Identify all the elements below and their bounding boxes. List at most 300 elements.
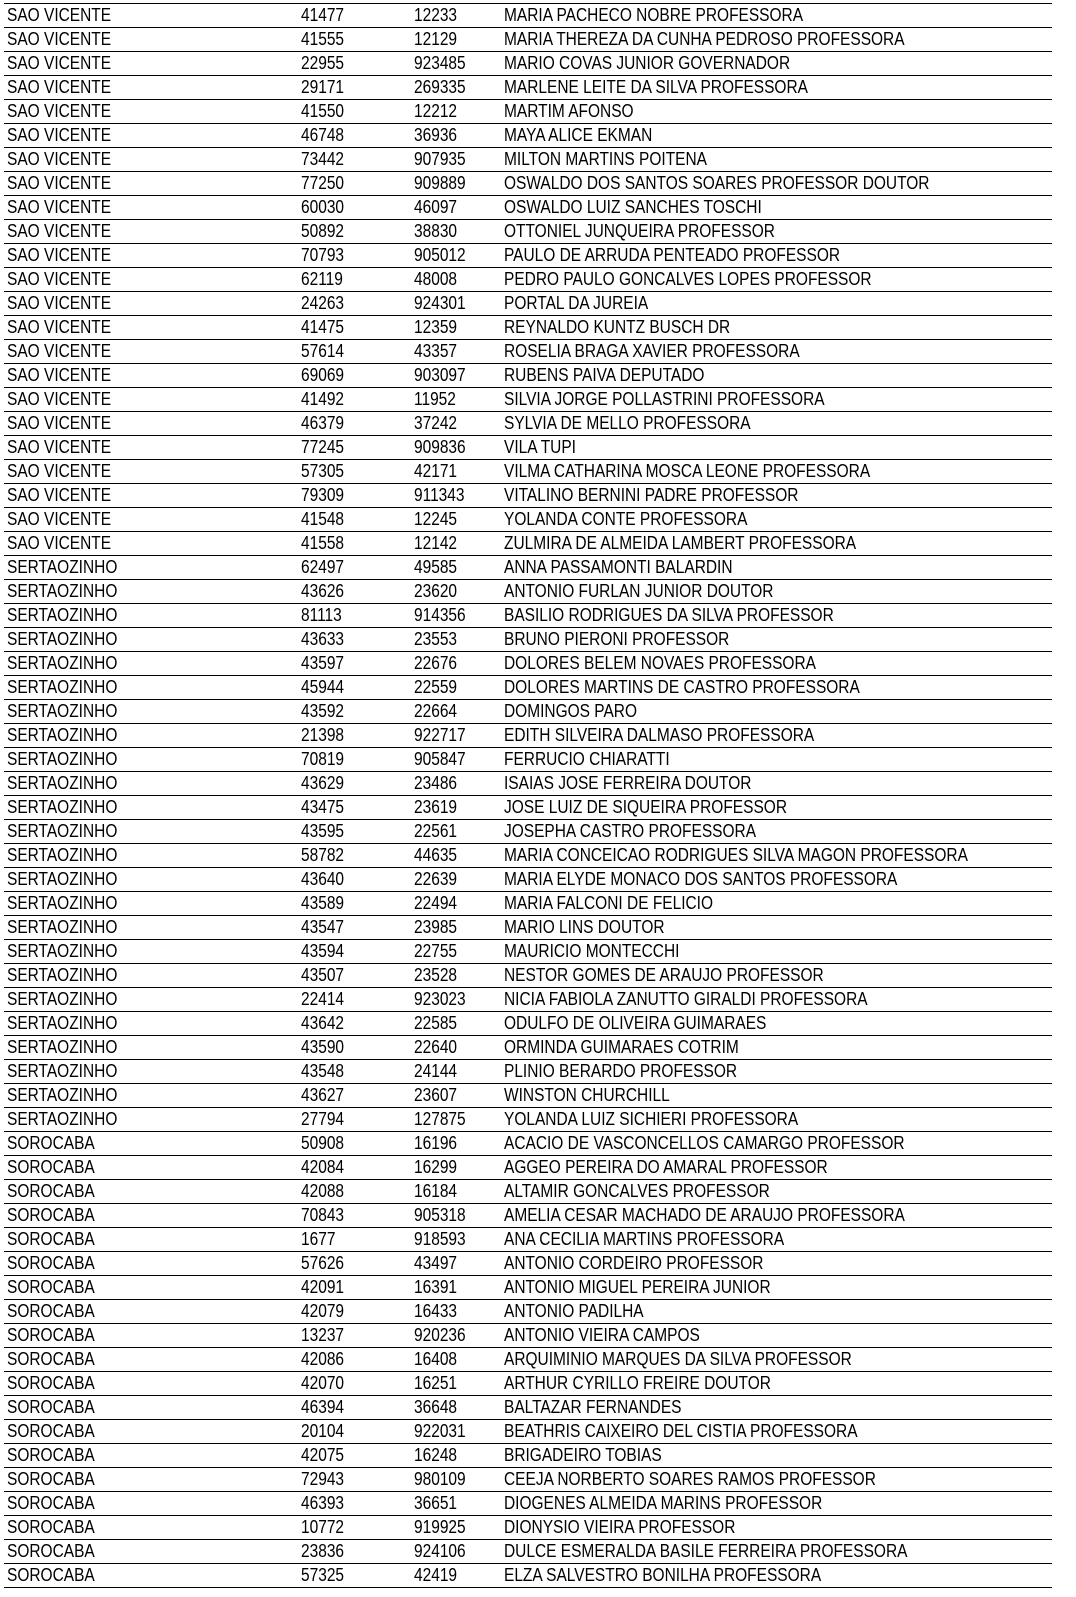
- cie-code-cell-text: 16196: [414, 1133, 458, 1153]
- school-name-cell-text: ANA CECILIA MARTINS PROFESSORA: [504, 1229, 785, 1249]
- municipality-cell-text: SAO VICENTE: [7, 197, 112, 217]
- municipality-cell: [4, 700, 298, 724]
- municipality-cell: [4, 1252, 298, 1276]
- school-name-cell-text: VITALINO BERNINI PADRE PROFESSOR: [504, 485, 799, 505]
- municipality-cell-text: SAO VICENTE: [7, 269, 112, 289]
- cie-code-cell: [411, 460, 501, 484]
- school-code-cell: [298, 196, 411, 220]
- cie-code-cell-text: 12129: [414, 29, 458, 49]
- table-row: [4, 340, 1052, 364]
- municipality-cell: [4, 772, 298, 796]
- school-code-cell-text: 46379: [301, 413, 345, 433]
- school-code-cell-text: 42088: [301, 1181, 345, 1201]
- municipality-cell-text: SERTAOZINHO: [7, 557, 118, 577]
- school-name-cell-text: NICIA FABIOLA ZANUTTO GIRALDI PROFESSORA: [504, 989, 868, 1009]
- cie-code-cell-text: 22664: [414, 701, 458, 721]
- school-name-cell-text: SYLVIA DE MELLO PROFESSORA: [504, 413, 751, 433]
- table-row: [4, 172, 1052, 196]
- table-row: [4, 796, 1052, 820]
- school-code-cell: [298, 364, 411, 388]
- cie-code-cell-text: 920236: [414, 1325, 466, 1345]
- school-code-cell: [298, 220, 411, 244]
- municipality-cell: [4, 1324, 298, 1348]
- table-row: [4, 1012, 1052, 1036]
- school-code-cell: [298, 1108, 411, 1132]
- table-row: [4, 28, 1052, 52]
- municipality-cell: [4, 196, 298, 220]
- municipality-cell: [4, 1396, 298, 1420]
- cie-code-cell-text: 16408: [414, 1349, 458, 1369]
- school-name-cell-text: ANNA PASSAMONTI BALARDIN: [504, 557, 733, 577]
- cie-code-cell: [411, 1492, 501, 1516]
- table-row: [4, 1300, 1052, 1324]
- school-code-cell: [298, 652, 411, 676]
- cie-code-cell-text: 22561: [414, 821, 458, 841]
- cie-code-cell: [411, 1060, 501, 1084]
- school-code-cell-text: 79309: [301, 485, 345, 505]
- school-code-cell: [298, 460, 411, 484]
- cie-code-cell: [411, 4, 501, 28]
- school-name-cell-text: DULCE ESMERALDA BASILE FERREIRA PROFESSORA: [504, 1541, 908, 1561]
- school-name-cell-text: ORMINDA GUIMARAES COTRIM: [504, 1037, 739, 1057]
- school-name-cell: [501, 1516, 1052, 1540]
- school-code-cell: [298, 1204, 411, 1228]
- municipality-cell: [4, 1348, 298, 1372]
- table-row: [4, 916, 1052, 940]
- school-name-cell-text: ARTHUR CYRILLO FREIRE DOUTOR: [504, 1373, 771, 1393]
- municipality-cell-text: SAO VICENTE: [7, 293, 112, 313]
- school-code-cell-text: 72943: [301, 1469, 345, 1489]
- cie-code-cell: [411, 292, 501, 316]
- school-code-cell-text: 42079: [301, 1301, 345, 1321]
- school-name-cell: [501, 364, 1052, 388]
- cie-code-cell-text: 12359: [414, 317, 458, 337]
- cie-code-cell-text: 12245: [414, 509, 458, 529]
- municipality-cell-text: SAO VICENTE: [7, 173, 112, 193]
- cie-code-cell-text: 23985: [414, 917, 458, 937]
- school-name-cell: [501, 4, 1052, 28]
- municipality-cell: [4, 508, 298, 532]
- school-name-cell: [501, 292, 1052, 316]
- school-name-cell-text: OTTONIEL JUNQUEIRA PROFESSOR: [504, 221, 775, 241]
- table-row: [4, 844, 1052, 868]
- cie-code-cell: [411, 1108, 501, 1132]
- school-name-cell-text: BRIGADEIRO TOBIAS: [504, 1445, 662, 1465]
- cie-code-cell: [411, 700, 501, 724]
- cie-code-cell-text: 16299: [414, 1157, 458, 1177]
- table-row: [4, 1228, 1052, 1252]
- municipality-cell: [4, 1036, 298, 1060]
- municipality-cell: [4, 460, 298, 484]
- municipality-cell: [4, 580, 298, 604]
- municipality-cell: [4, 1300, 298, 1324]
- table-row: [4, 1516, 1052, 1540]
- municipality-cell: [4, 892, 298, 916]
- table-row: [4, 868, 1052, 892]
- municipality-cell-text: SAO VICENTE: [7, 509, 112, 529]
- municipality-cell-text: SAO VICENTE: [7, 341, 112, 361]
- cie-code-cell-text: 36936: [414, 125, 458, 145]
- school-name-cell-text: EDITH SILVEIRA DALMASO PROFESSORA: [504, 725, 815, 745]
- cie-code-cell: [411, 28, 501, 52]
- school-code-cell-text: 43594: [301, 941, 345, 961]
- school-code-cell: [298, 244, 411, 268]
- school-code-cell: [298, 1156, 411, 1180]
- school-name-cell-text: MILTON MARTINS POITENA: [504, 149, 707, 169]
- table-row: [4, 460, 1052, 484]
- table-row: [4, 364, 1052, 388]
- cie-code-cell: [411, 1132, 501, 1156]
- municipality-cell-text: SAO VICENTE: [7, 413, 112, 433]
- municipality-cell-text: SAO VICENTE: [7, 221, 112, 241]
- cie-code-cell: [411, 1204, 501, 1228]
- municipality-cell: [4, 436, 298, 460]
- cie-code-cell: [411, 1372, 501, 1396]
- cie-code-cell: [411, 388, 501, 412]
- school-code-cell: [298, 124, 411, 148]
- school-name-cell-text: YOLANDA CONTE PROFESSORA: [504, 509, 748, 529]
- cie-code-cell: [411, 172, 501, 196]
- school-code-cell: [298, 340, 411, 364]
- school-code-cell-text: 10772: [301, 1517, 345, 1537]
- municipality-cell-text: SOROCABA: [7, 1517, 95, 1537]
- cie-code-cell-text: 22585: [414, 1013, 458, 1033]
- municipality-cell: [4, 532, 298, 556]
- school-name-cell-text: MARIA THEREZA DA CUNHA PEDROSO PROFESSORA: [504, 29, 905, 49]
- school-code-cell: [298, 268, 411, 292]
- school-name-cell: [501, 148, 1052, 172]
- table-row: [4, 1540, 1052, 1564]
- school-code-cell: [298, 1132, 411, 1156]
- cie-code-cell: [411, 1516, 501, 1540]
- school-code-cell: [298, 604, 411, 628]
- cie-code-cell-text: 42171: [414, 461, 458, 481]
- school-name-cell: [501, 964, 1052, 988]
- municipality-cell: [4, 1156, 298, 1180]
- cie-code-cell-text: 48008: [414, 269, 458, 289]
- school-code-cell-text: 42084: [301, 1157, 345, 1177]
- cie-code-cell: [411, 988, 501, 1012]
- school-name-cell-text: BASILIO RODRIGUES DA SILVA PROFESSOR: [504, 605, 834, 625]
- cie-code-cell: [411, 196, 501, 220]
- cie-code-cell-text: 23528: [414, 965, 458, 985]
- school-name-cell-text: PORTAL DA JUREIA: [504, 293, 649, 313]
- municipality-cell-text: SERTAOZINHO: [7, 749, 118, 769]
- school-code-cell: [298, 820, 411, 844]
- school-name-cell: [501, 868, 1052, 892]
- school-name-cell-text: ACACIO DE VASCONCELLOS CAMARGO PROFESSOR: [504, 1133, 905, 1153]
- municipality-cell: [4, 52, 298, 76]
- school-name-cell: [501, 916, 1052, 940]
- municipality-cell-text: SAO VICENTE: [7, 437, 112, 457]
- cie-code-cell-text: 23486: [414, 773, 458, 793]
- cie-code-cell: [411, 52, 501, 76]
- school-name-cell: [501, 1084, 1052, 1108]
- school-name-cell: [501, 76, 1052, 100]
- school-code-cell-text: 1677: [301, 1229, 336, 1249]
- municipality-cell-text: SOROCABA: [7, 1397, 95, 1417]
- cie-code-cell-text: 23607: [414, 1085, 458, 1105]
- table-row: [4, 1180, 1052, 1204]
- cie-code-cell-text: 12142: [414, 533, 458, 553]
- table-row: [4, 676, 1052, 700]
- cie-code-cell-text: 907935: [414, 149, 466, 169]
- school-name-cell-text: ANTONIO VIEIRA CAMPOS: [504, 1325, 700, 1345]
- school-name-cell: [501, 1420, 1052, 1444]
- school-code-cell-text: 46393: [301, 1493, 345, 1513]
- cie-code-cell: [411, 100, 501, 124]
- school-code-cell: [298, 1324, 411, 1348]
- school-table: [4, 3, 1052, 1588]
- cie-code-cell-text: 924301: [414, 293, 466, 313]
- school-code-cell-text: 42070: [301, 1373, 345, 1393]
- municipality-cell: [4, 412, 298, 436]
- table-row: [4, 652, 1052, 676]
- cie-code-cell-text: 12233: [414, 5, 458, 25]
- municipality-cell: [4, 1180, 298, 1204]
- table-row: [4, 436, 1052, 460]
- cie-code-cell-text: 924106: [414, 1541, 466, 1561]
- cie-code-cell-text: 922717: [414, 725, 466, 745]
- municipality-cell-text: SERTAOZINHO: [7, 725, 118, 745]
- cie-code-cell-text: 36648: [414, 1397, 458, 1417]
- table-row: [4, 1204, 1052, 1228]
- municipality-cell: [4, 916, 298, 940]
- school-name-cell-text: MARIA PACHECO NOBRE PROFESSORA: [504, 5, 804, 25]
- municipality-cell-text: SERTAOZINHO: [7, 821, 118, 841]
- table-row: [4, 1252, 1052, 1276]
- school-code-cell: [298, 1180, 411, 1204]
- school-name-cell-text: OSWALDO DOS SANTOS SOARES PROFESSOR DOUTOR: [504, 173, 930, 193]
- cie-code-cell: [411, 76, 501, 100]
- school-name-cell-text: PLINIO BERARDO PROFESSOR: [504, 1061, 738, 1081]
- table-row: [4, 940, 1052, 964]
- school-name-cell-text: DOLORES MARTINS DE CASTRO PROFESSORA: [504, 677, 860, 697]
- municipality-cell-text: SAO VICENTE: [7, 53, 112, 73]
- cie-code-cell-text: 980109: [414, 1469, 466, 1489]
- school-name-cell: [501, 1396, 1052, 1420]
- school-name-cell-text: PAULO DE ARRUDA PENTEADO PROFESSOR: [504, 245, 841, 265]
- school-name-cell-text: REYNALDO KUNTZ BUSCH DR: [504, 317, 731, 337]
- table-row: [4, 1108, 1052, 1132]
- municipality-cell: [4, 604, 298, 628]
- cie-code-cell-text: 22559: [414, 677, 458, 697]
- cie-code-cell-text: 22494: [414, 893, 458, 913]
- cie-code-cell-text: 905318: [414, 1205, 466, 1225]
- school-code-cell-text: 46394: [301, 1397, 345, 1417]
- municipality-cell: [4, 1564, 298, 1588]
- municipality-cell: [4, 1060, 298, 1084]
- municipality-cell-text: SOROCABA: [7, 1133, 95, 1153]
- cie-code-cell-text: 923023: [414, 989, 466, 1009]
- school-code-cell: [298, 316, 411, 340]
- cie-code-cell: [411, 748, 501, 772]
- school-code-cell: [298, 772, 411, 796]
- municipality-cell-text: SAO VICENTE: [7, 29, 112, 49]
- school-code-cell: [298, 1468, 411, 1492]
- school-name-cell-text: MARLENE LEITE DA SILVA PROFESSORA: [504, 77, 808, 97]
- school-name-cell-text: SILVIA JORGE POLLASTRINI PROFESSORA: [504, 389, 825, 409]
- school-name-cell-text: DIONYSIO VIEIRA PROFESSOR: [504, 1517, 736, 1537]
- table-row: [4, 700, 1052, 724]
- table-row: [4, 604, 1052, 628]
- school-name-cell-text: MARTIM AFONSO: [504, 101, 634, 121]
- cie-code-cell: [411, 124, 501, 148]
- table-row: [4, 748, 1052, 772]
- school-name-cell: [501, 724, 1052, 748]
- table-row: [4, 1060, 1052, 1084]
- cie-code-cell-text: 923485: [414, 53, 466, 73]
- municipality-cell: [4, 628, 298, 652]
- table-row: [4, 196, 1052, 220]
- cie-code-cell: [411, 316, 501, 340]
- cie-code-cell: [411, 964, 501, 988]
- school-code-cell-text: 45944: [301, 677, 345, 697]
- school-code-cell: [298, 1036, 411, 1060]
- table-row: [4, 244, 1052, 268]
- school-name-cell: [501, 940, 1052, 964]
- cie-code-cell: [411, 1084, 501, 1108]
- municipality-cell-text: SAO VICENTE: [7, 317, 112, 337]
- school-code-cell: [298, 28, 411, 52]
- school-name-cell-text: DOMINGOS PARO: [504, 701, 638, 721]
- municipality-cell-text: SOROCABA: [7, 1445, 95, 1465]
- cie-code-cell: [411, 844, 501, 868]
- municipality-cell: [4, 1012, 298, 1036]
- cie-code-cell-text: 24144: [414, 1061, 458, 1081]
- municipality-cell-text: SERTAOZINHO: [7, 1037, 118, 1057]
- table-row: [4, 892, 1052, 916]
- school-code-cell: [298, 892, 411, 916]
- municipality-cell-text: SOROCABA: [7, 1301, 95, 1321]
- cie-code-cell: [411, 1228, 501, 1252]
- municipality-cell: [4, 1516, 298, 1540]
- school-code-cell-text: 22414: [301, 989, 345, 1009]
- municipality-cell: [4, 676, 298, 700]
- cie-code-cell-text: 16251: [414, 1373, 458, 1393]
- municipality-cell-text: SERTAOZINHO: [7, 1061, 118, 1081]
- school-code-cell-text: 43548: [301, 1061, 345, 1081]
- table-row: [4, 1036, 1052, 1060]
- school-code-cell-text: 41555: [301, 29, 345, 49]
- school-name-cell-text: OSWALDO LUIZ SANCHES TOSCHI: [504, 197, 762, 217]
- school-code-cell-text: 62497: [301, 557, 345, 577]
- school-name-cell: [501, 412, 1052, 436]
- school-name-cell-text: ARQUIMINIO MARQUES DA SILVA PROFESSOR: [504, 1349, 852, 1369]
- school-code-cell-text: 70843: [301, 1205, 345, 1225]
- school-name-cell: [501, 700, 1052, 724]
- cie-code-cell: [411, 772, 501, 796]
- school-name-cell-text: MARIA CONCEICAO RODRIGUES SILVA MAGON PROFESSORA: [504, 845, 968, 865]
- municipality-cell-text: SOROCABA: [7, 1493, 95, 1513]
- school-code-cell: [298, 532, 411, 556]
- municipality-cell: [4, 1444, 298, 1468]
- school-code-cell-text: 43507: [301, 965, 345, 985]
- municipality-cell: [4, 964, 298, 988]
- school-name-cell: [501, 388, 1052, 412]
- school-name-cell-text: DOLORES BELEM NOVAES PROFESSORA: [504, 653, 816, 673]
- cie-code-cell: [411, 940, 501, 964]
- school-name-cell-text: DIOGENES ALMEIDA MARINS PROFESSOR: [504, 1493, 823, 1513]
- school-name-cell-text: ZULMIRA DE ALMEIDA LAMBERT PROFESSORA: [504, 533, 857, 553]
- table-row: [4, 1372, 1052, 1396]
- school-code-cell: [298, 1540, 411, 1564]
- school-code-cell-text: 43642: [301, 1013, 345, 1033]
- cie-code-cell: [411, 1564, 501, 1588]
- school-name-cell-text: ANTONIO FURLAN JUNIOR DOUTOR: [504, 581, 774, 601]
- school-name-cell-text: ELZA SALVESTRO BONILHA PROFESSORA: [504, 1565, 822, 1585]
- table-row: [4, 556, 1052, 580]
- table-row: [4, 1348, 1052, 1372]
- cie-code-cell: [411, 628, 501, 652]
- municipality-cell-text: SOROCABA: [7, 1541, 95, 1561]
- school-code-cell: [298, 148, 411, 172]
- municipality-cell-text: SOROCABA: [7, 1565, 95, 1585]
- cie-code-cell-text: 23620: [414, 581, 458, 601]
- school-name-cell-text: AMELIA CESAR MACHADO DE ARAUJO PROFESSORA: [504, 1205, 905, 1225]
- school-code-cell: [298, 916, 411, 940]
- school-code-cell-text: 29171: [301, 77, 345, 97]
- school-name-cell: [501, 340, 1052, 364]
- cie-code-cell: [411, 892, 501, 916]
- cie-code-cell: [411, 220, 501, 244]
- municipality-cell-text: SERTAOZINHO: [7, 989, 118, 1009]
- school-code-cell-text: 81113: [301, 605, 342, 625]
- school-code-cell-text: 70793: [301, 245, 345, 265]
- school-code-cell-text: 50892: [301, 221, 345, 241]
- municipality-cell-text: SOROCABA: [7, 1277, 95, 1297]
- school-name-cell: [501, 676, 1052, 700]
- school-name-cell: [501, 172, 1052, 196]
- school-name-cell-text: WINSTON CHURCHILL: [504, 1085, 670, 1105]
- municipality-cell-text: SAO VICENTE: [7, 365, 112, 385]
- municipality-cell-text: SERTAOZINHO: [7, 869, 118, 889]
- school-name-cell: [501, 604, 1052, 628]
- school-name-cell-text: MARIA FALCONI DE FELICIO: [504, 893, 714, 913]
- cie-code-cell-text: 905012: [414, 245, 466, 265]
- school-code-cell-text: 57626: [301, 1253, 345, 1273]
- cie-code-cell: [411, 532, 501, 556]
- school-code-cell-text: 70819: [301, 749, 345, 769]
- table-row: [4, 268, 1052, 292]
- table-row: [4, 1396, 1052, 1420]
- school-name-cell: [501, 1348, 1052, 1372]
- school-code-cell: [298, 724, 411, 748]
- school-name-cell: [501, 1324, 1052, 1348]
- municipality-cell-text: SOROCABA: [7, 1421, 95, 1441]
- school-code-cell: [298, 964, 411, 988]
- municipality-cell: [4, 220, 298, 244]
- school-code-cell: [298, 1492, 411, 1516]
- school-name-cell: [501, 748, 1052, 772]
- table-row: [4, 1132, 1052, 1156]
- cie-code-cell: [411, 364, 501, 388]
- municipality-cell: [4, 1084, 298, 1108]
- municipality-cell-text: SAO VICENTE: [7, 101, 112, 121]
- cie-code-cell-text: 16248: [414, 1445, 458, 1465]
- school-name-cell: [501, 124, 1052, 148]
- school-code-cell: [298, 388, 411, 412]
- school-code-cell: [298, 52, 411, 76]
- school-code-cell: [298, 676, 411, 700]
- municipality-cell-text: SERTAOZINHO: [7, 653, 118, 673]
- school-code-cell: [298, 700, 411, 724]
- cie-code-cell-text: 43497: [414, 1253, 458, 1273]
- municipality-cell: [4, 1132, 298, 1156]
- school-name-cell-text: MARIA ELYDE MONACO DOS SANTOS PROFESSORA: [504, 869, 898, 889]
- table-row: [4, 52, 1052, 76]
- municipality-cell: [4, 124, 298, 148]
